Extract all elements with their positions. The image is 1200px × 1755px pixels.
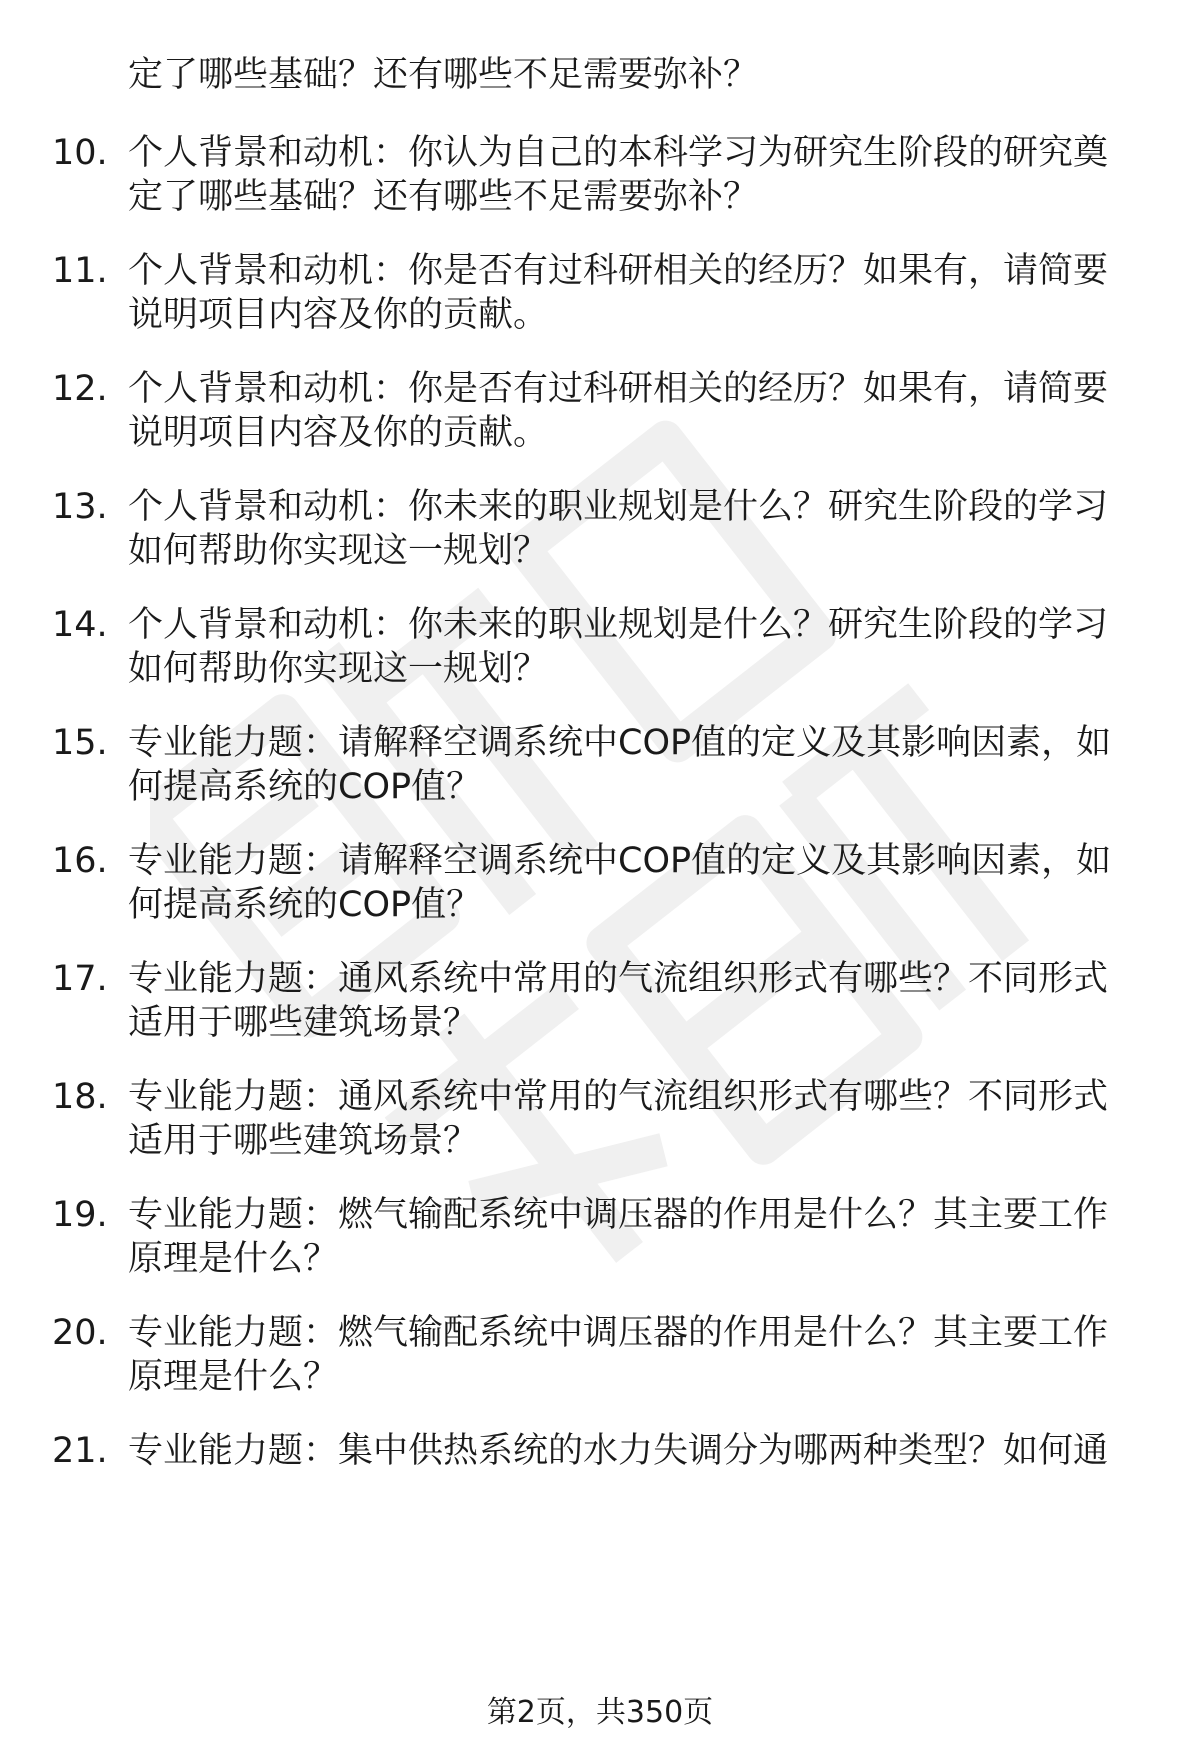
question-text: 何提高系统的COP值？ bbox=[128, 767, 482, 807]
question-text: 专业能力题：请解释空调系统中COP值的定义及其影响因素，如 bbox=[128, 841, 1112, 881]
question-number: 21. bbox=[52, 1431, 108, 1471]
question-text: 专业能力题：燃气输配系统中调压器的作用是什么？其主要工作 bbox=[128, 1313, 1109, 1353]
question-number: 14. bbox=[52, 605, 108, 645]
question-text: 个人背景和动机：你认为自己的本科学习为研究生阶段的研究奠 bbox=[128, 133, 1109, 173]
question-number: 11. bbox=[52, 251, 108, 291]
question-number: 19. bbox=[52, 1195, 108, 1235]
question-text: 专业能力题：请解释空调系统中COP值的定义及其影响因素，如 bbox=[128, 723, 1112, 763]
question-text: 适用于哪些建筑场景？ bbox=[128, 1121, 479, 1161]
question-text: 适用于哪些建筑场景？ bbox=[128, 1003, 479, 1043]
continued-text: 定了哪些基础？还有哪些不足需要弥补？ bbox=[128, 55, 759, 95]
question-text: 个人背景和动机：你未来的职业规划是什么？研究生阶段的学习 bbox=[128, 487, 1109, 527]
question-text: 专业能力题：通风系统中常用的气流组织形式有哪些？不同形式 bbox=[128, 959, 1109, 999]
question-text: 何提高系统的COP值？ bbox=[128, 885, 482, 925]
question-number: 15. bbox=[52, 723, 108, 763]
question-text: 如何帮助你实现这一规划？ bbox=[128, 649, 549, 689]
question-text: 个人背景和动机：你未来的职业规划是什么？研究生阶段的学习 bbox=[128, 605, 1109, 645]
question-number: 13. bbox=[52, 487, 108, 527]
question-text: 专业能力题：燃气输配系统中调压器的作用是什么？其主要工作 bbox=[128, 1195, 1109, 1235]
question-text: 原理是什么？ bbox=[128, 1357, 339, 1397]
question-number: 18. bbox=[52, 1077, 108, 1117]
question-number: 17. bbox=[52, 959, 108, 999]
question-number: 10. bbox=[52, 133, 108, 173]
question-text: 原理是什么？ bbox=[128, 1239, 339, 1279]
question-number: 16. bbox=[52, 841, 108, 881]
question-number: 12. bbox=[52, 369, 108, 409]
question-text: 如何帮助你实现这一规划？ bbox=[128, 531, 549, 571]
question-text: 说明项目内容及你的贡献。 bbox=[128, 295, 549, 335]
page-footer: 第2页，共350页 bbox=[486, 1695, 714, 1730]
question-text: 个人背景和动机：你是否有过科研相关的经历？如果有，请简要 bbox=[128, 369, 1109, 409]
question-text: 说明项目内容及你的贡献。 bbox=[128, 413, 549, 453]
question-number: 20. bbox=[52, 1313, 108, 1353]
question-text: 个人背景和动机：你是否有过科研相关的经历？如果有，请简要 bbox=[128, 251, 1109, 291]
question-text: 定了哪些基础？还有哪些不足需要弥补？ bbox=[128, 177, 759, 217]
question-text: 专业能力题：集中供热系统的水力失调分为哪两种类型？如何通 bbox=[128, 1431, 1109, 1471]
question-text: 专业能力题：通风系统中常用的气流组织形式有哪些？不同形式 bbox=[128, 1077, 1109, 1117]
